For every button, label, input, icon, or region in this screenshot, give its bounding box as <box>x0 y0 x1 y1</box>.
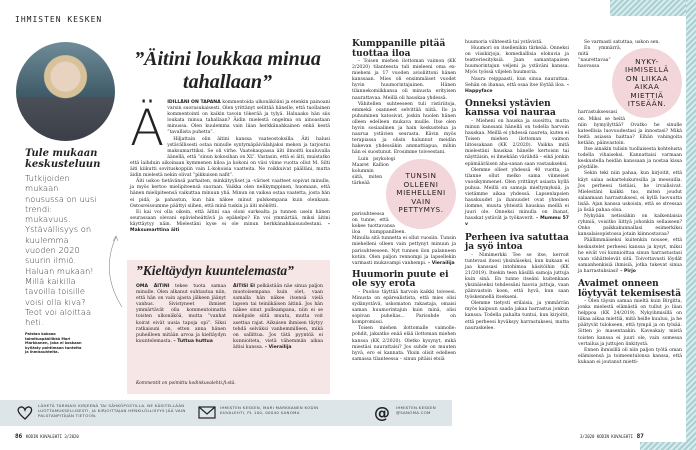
editor-note: Palstan kokoaa toimituspäällikkö Mari Markkanen, joka ei koskaan kyllästy pohtimaan tunteita ja ihmissuhteita. <box>25 332 82 354</box>
story-heading: Kumppanille pitää tuottaa iloa <box>352 39 446 59</box>
submission-info: LÄHETÄ TARINASI KIRJEENÄ TAI SÄHKÖPOSTILLA. NE KÄSITELLÄÄN LUOTTAMUKSELLISESTI, JA KIRJOITTAJAN HENKILÖLLISYYS JÄÄ VAIN PALSTANPITÄJÄN TIETOON. <box>38 403 186 418</box>
comment-2: ÄITISI EI pelkästään näe sinua paljon muotoisempana kuin olet, vaan samalla hän näkee itsensä vielä lapsen tai teiniikäisen äitinä. Jos hän näkee sinut pulleampana, niin ei se mielipide siitä muutu, mutta voit asettaa rajat. Aikuisen ihmisen täytyy tehdä selväksi vanhemmilleen, mikä on sallittua. Jos tätä pyyntöä ei kunnioiteta, vietä vähemmän aikaa äitisi kanssa. – Vierailija <box>233 284 324 350</box>
sidebar-text: Tutkijoiden mukaan nousussa on uusi trendi: mukavuus. Ystävällisyys on kuulemma vuoden 2020 suurin ilmiö. Haluan mukaan! Millä kaikilla tavoilla toisille voisi olla kiva? Teot voi aloittaa heti. <box>25 173 97 328</box>
envelope-icon <box>198 405 216 419</box>
decorative-pattern-right <box>686 0 696 450</box>
pull-quote-1: NYKY-IHMISELLÄ ON LIIKAA AIKAA MIETTIÄ ITSEÄÄN. <box>612 48 682 118</box>
story-heading: Avaimet onneen löytyvät tekemisestä <box>578 279 682 299</box>
sidebar-title: Tule mukaan keskusteluun <box>25 148 101 170</box>
postal-address: IHMISTEN KESKEN, MARI MARKKANEN KODIN KUVALEHTI, PL 100, 00040 SANOMA <box>220 405 319 415</box>
letter-body: Ä IDILLÄNI ON TAPANA kommentoida ulkonäköäni ja etenkin painoani varsin suorasukaisesti. Olen yrittänyt selittää hänelle, että tuollainen kommentointi on kaikin tavoin tökerää ja tylyä. Haluaako hän siis loukata minua tahallaan? Äidin mielestä ongelma on ainoastaan minussa. Olen kuulemma vain liian herkkänahkainen enkä kestä ”tavallista puhetta”. Hiljattain olin äitini kanssa vaateostoksilla. Äiti halusi ystävällisesti ostaa minulle syntymäpäivälahjaksi mekon ja tarjoutui maksumarttiksi. Se oli virhe. Vaatekaupassa äiti ilmoitti kuuluvalla äänellä, että ”sinun kokosihan on XL”. Vastasin, että ei äiti, muistatko että laihduin aikoinaan kymmenen kiloa ja kokoni on viisi viime vuotta ollut M. Silti äiti kiikutti sovituskoppiin vain L-kokoisia vaatteita. Ne roikkuivat päälläni, mutta äidin mielestä nekin olivat ”pikkuisen nafit”. Äiti uskoo tietävänsä parhaiten, minkätyyliset ja -väriset vaatteet sopivat minulle, ja myös kertoo mielipiteensä suoraan. Vaikka olen nelikymppinen, huomaan, että hänen mielipiteensä vaikuttaa minuun yhä. Minun on vaikea ostaa vaatetta, josta hän ei pidä, ja pahastun, kun hän näkee minut pulskempana kuin olenkaan. Ostosreissumme päättyi siihen, että minä tuskin ja äiti mökötti. Ei kai voi olla oikein, että äitini saa oloni surkealta ja tunnen usein hänen seurassaan olevani epävieheättävä ja epäkelpo? En voi ymmärtää, miksi äitini käyttäytyy näin. Mielestäni kyse ei ole minun herkkänahkaisuudestani. – Maksumarttina äiti <box>130 99 331 233</box>
pull-quote-2: TUNSIN OLLEENI MIEHELLENI VAIN PETTYMYS. <box>386 159 456 229</box>
story-heading: Perheen iva satuttaa ja syö intoa <box>465 232 569 253</box>
headline: ”Äitini loukkaa minua tahallaan” <box>134 48 321 93</box>
drop-cap: Ä <box>130 99 165 157</box>
column-1: Kumppanille pitää tuottaa iloa – Toisen miehen ilottoman vaimon (KK 2/2020) tilanteesta tuli mieleeni oma ex-mieheni ja 17 vuoden avioliittoni hänen kanssaan. Mies oli ensimmäiset vuodet hyvin huumorintajuinen. Hänen tilannekomiikkansa oli minusta erityisen naurattavaa. Meillä oli hauskaa yhdessä. Vähitellen suhteeseen tuli ristiriitoja, emmekä osanneet selvittää niitä. Ilo ja puhuminen katosivat, joskin huolen hänen olleen edelleen mukava muille. Itse olen hyvin sosiaalinen ja hain keskustelua ja naurua ystävien seurasta. Kävin myös terapiassa ja olisin halunnut meidän hakevan yhdessäkin ammattiapua, mihin hän ei suostunut. Erosimme toiveestani. TUNSIN OLLEENI MIEHELLENI VAIN PETTYMYS. Luin psykologi Maaret Kallion kolumnin siitä, miten tärkeää parisuhteessa on tunne, että kokee tuottavansa iloa kumppanilleen. Minulla sitä tunnetta ei ollut vuosiin. Tunsin miehelleni olleen vain pettynyt minuun ja parisuhteeseen. Nyt tunnen ilon palanneen kotiin. Olen paljon rennompi ja lapsellekin varmasti mukavampi vanhempi. – Vierailija Huumorin puute ei ole syy erota – Puoliso täyttää harvoin kaikki toiveesi. Minusta on epärealistista, että mies olisi sydänystävä, uskomaton rakastaja, omaisi saman huumorintajun kuin minä, olisi sopivan puhelias... Parisuhde on kompromissi. Toisen miehen ilottomalle vaimolle: pohdit, jaksatko enää elää ilottoman miehen kanssa (KK 2/2020). Oletko kysynyt, mikä miestäsi naurattaisi? Jos suhde on muuten hyvä, ero ei kannata. Yksin olisit edelleen samassa tilanteessa – sinun pitäisi etsiä <box>352 39 456 362</box>
story-heading: Onneksi ystävien kanssa voi nauraa <box>465 98 556 119</box>
column-2: huumoria viihteestä tai ystävistä. Huumori on itsellenikin tärkeää. Onneksi on viisikirjoja, komediallisia elokuvia ja teatteriesityksiä. Jaan samantapaisen huumorintajun veljeni ja ystäväni kanssa. Myös työssä viljelen huumoria. Naura reippaasti, kun sinua naurattaa. Sehän on ihanaa, että osaa itse löytää iloa. – Happyface Onneksi ystävien kanssa voi nauraa – Mieheni on hauska ja suosittu, mutta minun kanssani hänellä on todella harvoin hauskaa. Meillä ei yhdessä naureta, kuten ei Toisen miehen ilottoman vaimon liitossakaan (KK 2/2020). Vaikka mitä mielestäni hauskaa hänelle kertoisin tai näyttäisin, ei ilmekään värähdä – eikä jonkin epämääräisen aha-sanan saan vastaukseksi. Olemme olleet yhdessä 40 vuotta, ja tilanne ollut melko sama viimeiset vuosikymmenet. Olen yrittänyt asiasta kyllä puhua. Meillä on samoja mieltymyksiä, ja vietämme aikaa yhdessä. Lapsenlapsien hauskuudet ja ihanuudet ovat yhteinen ilomme, muuta yhteistä hauskaa meillä ei juuri ole. Onneksi minulla on ihanat, hauskat ystävät ja työkaverit. – Mummu 57 v Perheen iva satuttaa ja syö intoa – Nimimerkki Tee se itse, kerroit tuntevasi itsesi yksinäiseksi, kun kukaan ei jaa kanssasi intohimoa käsitöihin (KK 21/2019). Itsekin teen käsillä samoja juttuja kuin sinä. En tunne itseäni kuitenkaan yksinäiseksi tehdessäni haovia juttuja, vaan päinvastoin koen, että hyvä, kun saan työskennellä itsekseni. Olemme tietysti erilaisia, ja ymmärrän myös kaipuun saada jakaa harrastus jonkun kanssa. Todella pahalta tuntui, kun kirjoitit, että perheesi hyväksyy harrastuksesi, mutta nauraskelee. <box>465 40 570 331</box>
email-address[interactable]: IHMISTEN.KESKEN @SANOMA.COM <box>396 405 436 415</box>
page-footer-left: 86 KODIN KUVALEHTI 3/2020 <box>15 433 79 440</box>
decorative-pattern-top <box>610 0 696 16</box>
section-kicker: IHMISTEN KESKEN <box>15 15 103 24</box>
story-heading: Huumorin puute ei ole syy erota <box>352 269 449 290</box>
lede-text: IDILLÄNI ON TAPANA kommentoida ulkonäköäni ja etenkin painoani varsin suorasukaisesti. Olen yrittänyt selittää hänelle, että tuollainen kommentointi on kaikin tavoin tökerää ja tylyä. Haluaako hän siis loukata minua tahallaan? Äidin mielestä ongelma on ainoastaan minussa. Olen kuulemma vain liian herkkänahkainen enkä kestä ”tavallista puhetta”. <box>167 100 331 136</box>
comment-1: OMA ÄITINI tekee tuota samaa minulle. Olen alkanut suhtautua niin, että hän on vain ajasta jälkeen jäänyt vanhus. Sivistyneet ihmiset ymmärtävät olla kommentoimatta toisten ulkonäköä, mutta ”vanhat koirat eivät uusia tapoja opi”. Siksi ratkaisuni on, etten anna hänen puheilleen mitään arvoa ja kieltäydyn kuuntelemasta. – Tuttua huttua <box>136 284 226 344</box>
page-footer-right: 3/2020 KODIN KUVALEHTI 87 <box>580 433 644 440</box>
heart-icon <box>17 405 33 420</box>
comments-source: Kommentit on poimittu kodinkuvalehti.fi:stä. <box>136 381 236 386</box>
at-sign-icon: @ <box>374 403 390 422</box>
decorative-pattern-bottom <box>640 442 696 450</box>
curved-arrow-icon <box>98 232 124 312</box>
comments-title: ”Kieltäydyn kuuntelemasta” <box>136 263 294 278</box>
author-photo <box>16 42 115 141</box>
column-3: Se varmasti satuttaa, uskon sen. NYKY-IHMISELLÄ ON LIIKAA AIKAA MIETTIÄ ITSEÄÄN. En ymmärrä, mitä ”naurettavaa” haovassa harrastuksessasi on. Miksi se heitä niin hymyilyttää? Ovatko he sinulle kateellisia luovuudestasi ja innostasi? Mikä heitä asiassa haittaa? Eihän vahingoita ketään, päinvastoin. Itse ainakin tulisin tuollaisesta kohtelusta todella vihaiseksi. Kannattaisi varmaan keskustella heidän kanssaan ja nostaa kissa pöydälle. Sekin teki niin pahaa, kun kirjoitit, että käyt salaa askartelukurssilla ja messuilla. Jos perheesi tietäisi, he irvailisivat. Mielestäni kaikki tuo, miten joudut salaamaan harrastuksesi, ei kyllä luovuutta lisää. Ajan kanssa uskoisin, että se stressaa ja lisää pahaa oloa. Nykyään netissäkin on kaikenlaisia ryhmiä, voisitko liittyä johonkin sellaiseen? Onko paikkakunnallasi esimerkiksi kansalaisopistossa jotain kiinnostavaa? Päällimmäiseksi kuitenkin nousee, että keskustelet perheesi kanssa ja kysyt, miksi he eivät voi kunnioittaa sinun harrastustasi vaan vähättelevät sitä. Toivottavasti löydät samanhenkisiä ihmisiä, jotka tukevat sinua ja harrastuksiasi! – Pirjo Avaimet onneen löytyvät tekemisestä – Olen täysin samaa mieltä kuin Birgitta, jonka mielestä elämästä on tullut jo liian helppoa (KK 24/2019). Nykyihmisillä on liikaa aikaa miettiä, mitä heille kuuluu, ja he päätyvät tulokseen, että tympii ja on tylsää. Sitten jo masentaakin. Kaveakaiy mistä toisten kanssa ei juuri ole, vain somessa vertailua ja juttujen linkitystä. Ennen ihmisillä oli niin paljon työtä oman elämisensä ja toimeentulonsa kanssa, että kukaan ei joutanut mietti- <box>578 40 682 365</box>
